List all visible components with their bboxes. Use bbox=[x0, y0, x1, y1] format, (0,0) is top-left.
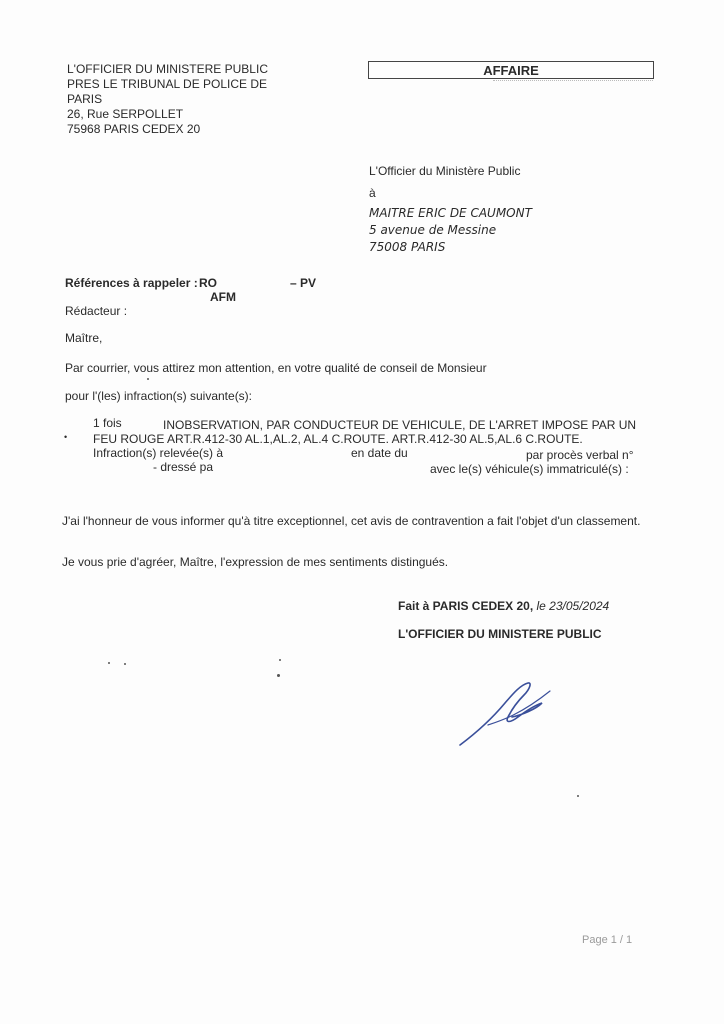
redacteur-label: Rédacteur : bbox=[65, 304, 128, 318]
scan-speck bbox=[279, 659, 281, 661]
page-number: Page 1 / 1 bbox=[582, 934, 633, 946]
recipient-name: MAITRE ERIC DE CAUMONT bbox=[369, 206, 532, 220]
scan-speck bbox=[147, 378, 149, 380]
signature-place: Fait à PARIS CEDEX 20, bbox=[398, 599, 534, 613]
recipient-city: 75008 PARIS bbox=[369, 240, 446, 254]
reference-afm: AFM bbox=[210, 290, 236, 304]
recipient-from: L'Officier du Ministère Public bbox=[369, 164, 521, 178]
signature-place-date bbox=[398, 599, 609, 614]
paragraph-closing: Je vous prie d'agréer, Maître, l'expression de mes sentiments distingués. bbox=[62, 555, 449, 569]
infractions-intro: pour l'(les) infraction(s) suivante(s): bbox=[65, 389, 253, 403]
reference-ro: RO bbox=[199, 276, 217, 290]
bullet-marker: • bbox=[64, 432, 68, 442]
salutation: Maître, bbox=[65, 331, 103, 345]
scan-speck bbox=[124, 663, 126, 665]
infraction-description: INOBSERVATION, PAR CONDUCTEUR DE VEHICULE, DE L'ARRET IMPOSE PAR UN bbox=[163, 418, 637, 432]
infraction-vehicule: avec le(s) véhicule(s) immatriculé(s) : bbox=[430, 462, 629, 476]
scan-speck bbox=[277, 674, 280, 677]
infraction-articles: FEU ROUGE ART.R.412-30 AL.1,AL.2, AL.4 C.ROUTE. ART.R.412-30 AL.5,AL.6 C.ROUTE. bbox=[93, 432, 583, 446]
scan-speck bbox=[577, 795, 579, 797]
sender-address bbox=[67, 62, 268, 137]
paragraph-classement: J'ai l'honneur de vous informer qu'à titre exceptionnel, cet avis de contravention a fait l'objet d'un classement. bbox=[62, 514, 641, 528]
infraction-dresse: - dressé pa bbox=[153, 460, 214, 474]
infraction-en-date: en date du bbox=[351, 446, 408, 460]
affaire-dotted-line bbox=[493, 80, 653, 81]
infraction-relevee: Infraction(s) relevée(s) à bbox=[93, 446, 224, 460]
affaire-label: AFFAIRE bbox=[483, 63, 539, 78]
sender-line: 75968 PARIS CEDEX 20 bbox=[67, 122, 201, 136]
handwritten-signature bbox=[450, 675, 570, 755]
recipient-street: 5 avenue de Messine bbox=[369, 223, 497, 237]
sender-line: 26, Rue SERPOLLET bbox=[67, 107, 184, 121]
recipient-address bbox=[369, 205, 532, 256]
signature-title: L'OFFICIER DU MINISTERE PUBLIC bbox=[398, 627, 602, 641]
sender-line: L'OFFICIER DU MINISTERE PUBLIC bbox=[67, 62, 268, 76]
references-label: Références à rappeler : bbox=[65, 276, 198, 290]
infraction-count: 1 fois bbox=[93, 416, 122, 430]
recipient-to-word: à bbox=[369, 186, 376, 200]
sender-line: PARIS bbox=[67, 92, 103, 106]
reference-pv: – PV bbox=[290, 276, 317, 290]
signature-date: le 23/05/2024 bbox=[536, 599, 610, 613]
affaire-box bbox=[368, 61, 654, 79]
intro-text: Par courrier, vous attirez mon attention, en votre qualité de conseil de Monsieur bbox=[65, 361, 487, 375]
sender-line: PRES LE TRIBUNAL DE POLICE DE bbox=[67, 77, 268, 91]
scan-speck bbox=[108, 662, 110, 664]
infraction-proces-verbal: par procès verbal n° bbox=[526, 448, 634, 462]
